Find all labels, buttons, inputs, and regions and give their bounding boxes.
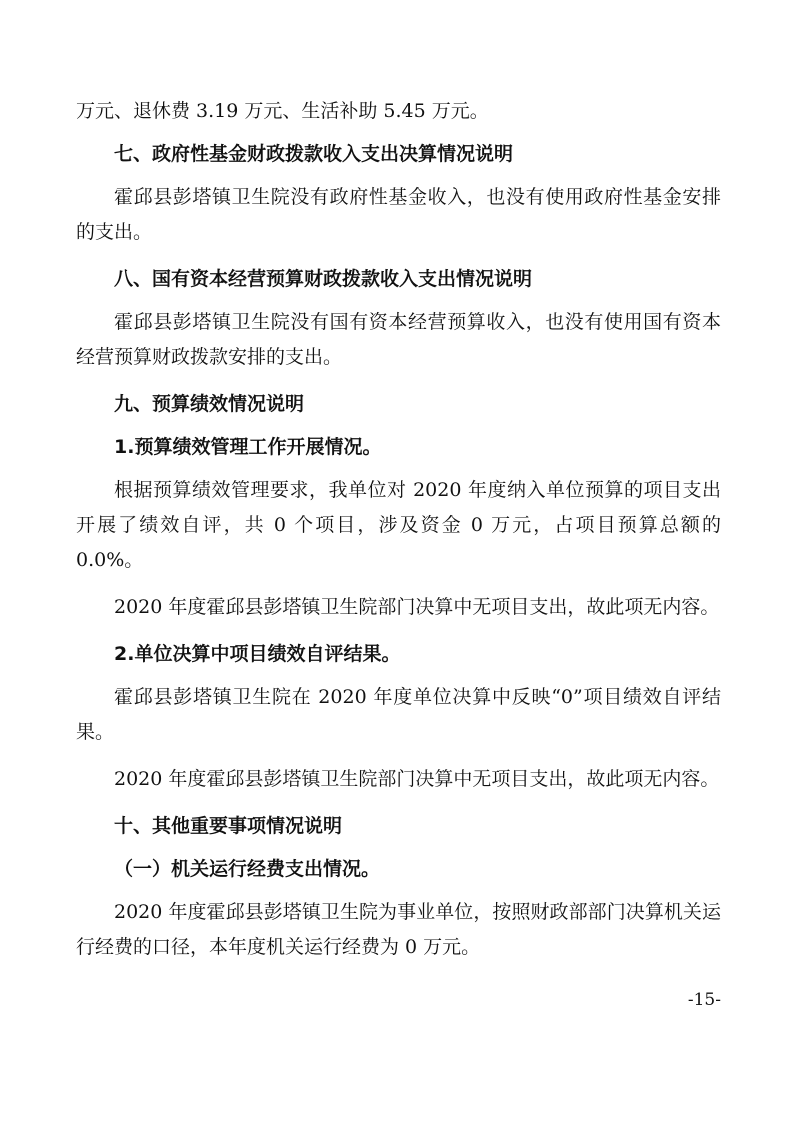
paragraph-continuation: 万元、退休费 3.19 万元、生活补助 5.45 万元。	[76, 100, 489, 122]
paragraph-9-2-a: 霍邱县彭塔镇卫生院在 2020 年度单位决算中反映“0”项目绩效自评结果。	[76, 686, 721, 743]
subsection-heading-9-2: 2.单位决算中项目绩效自评结果。	[114, 643, 401, 665]
paragraph-9-1-b: 2020 年度霍邱县彭塔镇卫生院部门决算中无项目支出，故此项无内容。	[114, 596, 720, 618]
subsection-heading-9-1: 1.预算绩效管理工作开展情况。	[114, 436, 382, 458]
paragraph-9-1-a: 根据预算绩效管理要求，我单位对 2020 年度纳入单位预算的项目支出开展了绩效自评，共 0 个项目，涉及资金 0 万元，占项目预算总额的 0.0%。	[76, 479, 721, 571]
paragraph-section-8: 霍邱县彭塔镇卫生院没有国有资本经营预算收入，也没有使用国有资本经营预算财政拨款安排的支出。	[76, 311, 721, 368]
section-heading-7: 七、政府性基金财政拨款收入支出决算情况说明	[114, 143, 514, 165]
page-number: -15-	[687, 990, 721, 1010]
subsection-heading-10-1: （一）机关运行经费支出情况。	[114, 858, 381, 880]
paragraph-section-7: 霍邱县彭塔镇卫生院没有政府性基金收入，也没有使用政府性基金安排的支出。	[76, 186, 721, 243]
paragraph-10-1: 2020 年度霍邱县彭塔镇卫生院为事业单位，按照财政部部门决算机关运行经费的口径，本年度机关运行经费为 0 万元。	[76, 901, 721, 958]
document-body	[76, 94, 721, 965]
section-heading-10: 十、其他重要事项情况说明	[114, 815, 343, 837]
paragraph-9-2-b: 2020 年度霍邱县彭塔镇卫生院部门决算中无项目支出，故此项无内容。	[114, 768, 720, 790]
section-heading-9: 九、预算绩效情况说明	[114, 393, 305, 415]
section-heading-8: 八、国有资本经营预算财政拨款收入支出情况说明	[114, 268, 533, 290]
